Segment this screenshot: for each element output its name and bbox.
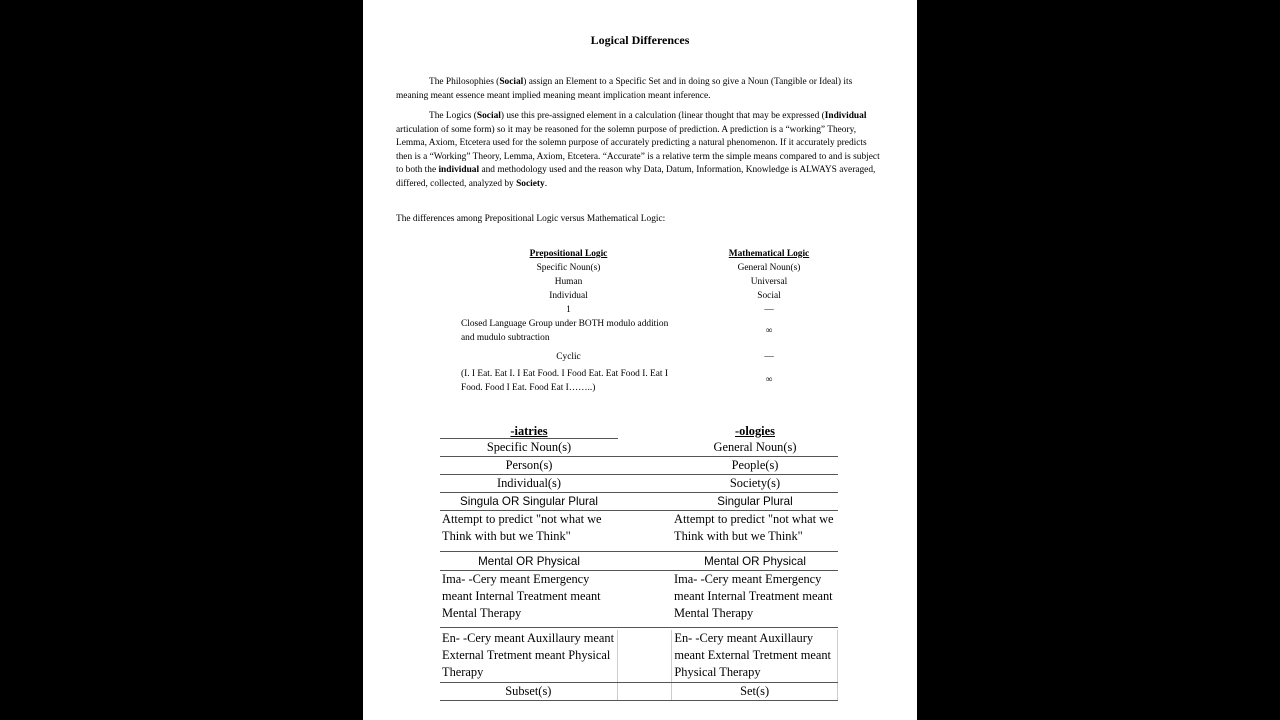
prepositional-logic-header: Prepositional Logic bbox=[529, 249, 608, 259]
paragraph-logics: The Logics (Social) use this pre-assigned element in a calculation (linear thought that may be expressed (Individual articulation of some form) so it may be reasoned for the solemn purpose of prediction. A prediction is a “working” Theory, Lemma, Axiom, Etcetera used for the solemn purpose of accurately predicting a natural phenomenon. If it accurately predicts then is a “Working” Theory, Lemma, Axiom, Etcetera. “Accurate” is a relative term the simple means compared to and is subject to both the individual and methodology used and the reason why Data, Datum, Information, Knowledge is ALWAYS averaged, differed, collected, analyzed by Society. bbox=[396, 111, 880, 189]
iatries-cell: Mental OR Physical bbox=[478, 555, 580, 568]
logic-right-cell: General Noun(s) bbox=[737, 263, 801, 273]
ologies-cell: People(s) bbox=[731, 458, 779, 472]
logic-left-cell: Human bbox=[554, 277, 583, 287]
logic-table-row bbox=[363, 368, 917, 398]
suffix-table-row bbox=[440, 571, 838, 628]
suffix-table-row bbox=[440, 628, 838, 683]
logic-table-row bbox=[363, 262, 917, 276]
logic-left-cell: Closed Language Group under BOTH modulo addition and mudulo subtraction bbox=[461, 319, 669, 343]
table-spacer bbox=[618, 683, 673, 700]
table-spacer bbox=[618, 571, 672, 627]
table-spacer bbox=[618, 457, 672, 474]
table-spacer bbox=[618, 423, 672, 439]
suffix-table-header-row bbox=[440, 423, 838, 439]
paragraph-differences: The differences among Prepositional Logic versus Mathematical Logic: bbox=[396, 214, 666, 224]
ologies-cell: Set(s) bbox=[672, 683, 838, 700]
suffix-table-row bbox=[440, 475, 838, 493]
logic-left-cell: Specific Noun(s) bbox=[536, 263, 601, 273]
iatries-cell: Subset(s) bbox=[440, 683, 618, 700]
logic-table-row bbox=[363, 276, 917, 290]
iatries-cell: Ima- -Cery meant Emergency meant Internal Treatment meant Mental Therapy bbox=[442, 572, 601, 620]
suffix-comparison-table bbox=[440, 423, 838, 701]
ologies-cell: General Noun(s) bbox=[713, 440, 797, 454]
logic-comparison-table bbox=[363, 248, 917, 398]
logic-right-cell: — bbox=[764, 352, 774, 362]
logic-table-row bbox=[363, 318, 917, 351]
logic-table-row bbox=[363, 304, 917, 318]
logic-left-cell: 1 bbox=[566, 305, 571, 315]
logic-right-cell: Universal bbox=[750, 277, 788, 287]
iatries-header: -iatries bbox=[440, 423, 618, 439]
ologies-cell: Attempt to predict "not what we Think with but we Think" bbox=[674, 512, 834, 543]
iatries-cell: Attempt to predict "not what we Think with but we Think" bbox=[442, 512, 602, 543]
ologies-cell: En- -Cery meant Auxillaury meant External Tretment meant Physical Therapy bbox=[672, 630, 838, 682]
iatries-cell: Specific Noun(s) bbox=[486, 440, 572, 454]
suffix-table-row bbox=[440, 439, 838, 457]
table-spacer bbox=[618, 493, 672, 510]
ologies-cell: Singular Plural bbox=[717, 495, 793, 508]
logic-right-cell: — bbox=[764, 305, 774, 315]
iatries-cell: En- -Cery meant Auxillaury meant External Tretment meant Physical Therapy bbox=[440, 630, 618, 682]
table-spacer bbox=[618, 511, 672, 551]
logic-left-cell: (I. I Eat. Eat I. I Eat Food. I Food Eat. Eat Food I. Eat I Food. Food I Eat. Food Eat I……..) bbox=[461, 369, 668, 393]
logic-table-row bbox=[363, 290, 917, 304]
suffix-table-row bbox=[440, 683, 838, 701]
iatries-cell: Individual(s) bbox=[496, 476, 561, 490]
table-spacer bbox=[618, 439, 672, 456]
mathematical-logic-header: Mathematical Logic bbox=[728, 249, 810, 259]
suffix-table-row bbox=[440, 511, 838, 552]
logic-left-cell: Individual bbox=[549, 291, 588, 301]
suffix-table-row bbox=[440, 493, 838, 511]
suffix-table-row bbox=[440, 457, 838, 475]
logic-right-cell: ∞ bbox=[765, 326, 773, 336]
logic-right-cell: Social bbox=[757, 291, 781, 301]
logic-table-row bbox=[363, 351, 917, 368]
ologies-cell: Ima- -Cery meant Emergency meant Internal Treatment meant Mental Therapy bbox=[674, 572, 833, 620]
document-title: Logical Differences bbox=[590, 33, 690, 47]
logic-left-cell: Cyclic bbox=[556, 352, 581, 362]
ologies-cell: Society(s) bbox=[729, 476, 781, 490]
document-page bbox=[363, 0, 917, 720]
iatries-cell: Person(s) bbox=[505, 458, 553, 472]
ologies-cell: Mental OR Physical bbox=[704, 555, 806, 568]
ologies-header: -ologies bbox=[735, 424, 775, 438]
logic-table-header-row bbox=[363, 248, 917, 262]
table-spacer bbox=[618, 553, 672, 570]
logic-right-cell: ∞ bbox=[765, 375, 773, 385]
paragraph-philosophies: The Philosophies (Social) assign an Element to a Specific Set and in doing so give a Noun (Tangible or Ideal) its meaning meant essence meant implied meaning meant implication meant inference. bbox=[396, 77, 853, 101]
table-spacer bbox=[618, 630, 673, 682]
iatries-cell: Singula OR Singular Plural bbox=[460, 495, 598, 508]
table-spacer bbox=[618, 475, 672, 492]
suffix-table-row bbox=[440, 552, 838, 571]
